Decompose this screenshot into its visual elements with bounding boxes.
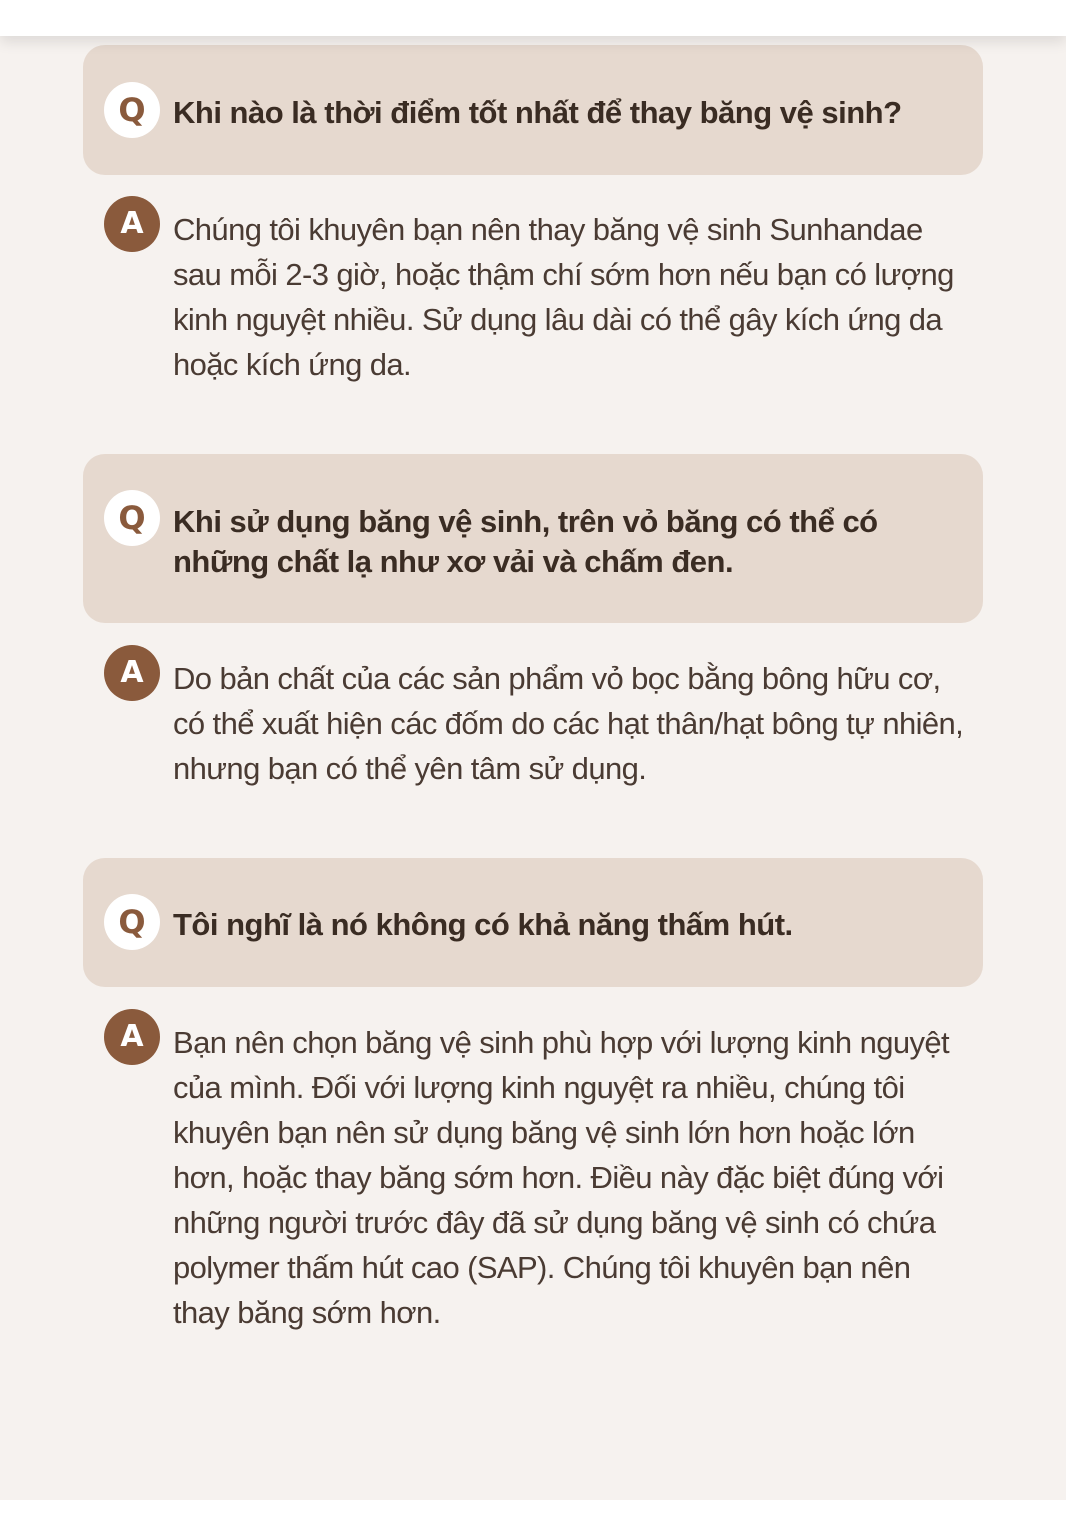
- top-bar: [0, 0, 1066, 36]
- faq-question-card-2[interactable]: [83, 454, 983, 623]
- q-badge-icon: Q: [104, 490, 160, 546]
- faq-question-card-1[interactable]: [83, 45, 983, 175]
- faq-question-card-3[interactable]: [83, 858, 983, 987]
- a-badge-icon: A: [104, 1009, 160, 1065]
- faq-answer-3: Bạn nên chọn băng vệ sinh phù hợp với lượng kinh nguyệt của mình. Đối với lượng kinh nguyệt ra nhiều, chúng tôi khuyên bạn nên sử dụng băng vệ sinh lớn hơn hoặc lớn hơn, hoặc thay băng sớm hơn. Điều này đặc biệt đúng với những người trước đây đã sử dụng băng vệ sinh có chứa polymer thấm hút cao (SAP). Chúng tôi khuyên bạn nên thay băng sớm hơn.: [173, 1025, 950, 1330]
- faq-answer-2: Do bản chất của các sản phẩm vỏ bọc bằng bông hữu cơ, có thể xuất hiện các đốm do các hạt thân/hạt bông tự nhiên, nhưng bạn có thể yên tâm sử dụng.: [173, 661, 964, 786]
- q-badge-icon: Q: [104, 894, 160, 950]
- a-badge-icon: A: [104, 645, 160, 701]
- faq-answer-1: Chúng tôi khuyên bạn nên thay băng vệ sinh Sunhandae sau mỗi 2-3 giờ, hoặc thậm chí sớm hơn nếu bạn có lượng kinh nguyệt nhiều. Sử dụng lâu dài có thể gây kích ứng da hoặc kích ứng da.: [173, 212, 954, 382]
- bottom-band: [0, 1500, 1066, 1535]
- faq-question-2: Khi sử dụng băng vệ sinh, trên vỏ băng có thể có những chất lạ như xơ vải và chấm đen.: [173, 504, 878, 579]
- a-badge-icon: A: [104, 196, 160, 252]
- faq-question-1: Khi nào là thời điểm tốt nhất để thay băng vệ sinh?: [173, 95, 902, 130]
- q-badge-icon: Q: [104, 82, 160, 138]
- faq-question-3: Tôi nghĩ là nó không có khả năng thấm hút.: [173, 907, 793, 942]
